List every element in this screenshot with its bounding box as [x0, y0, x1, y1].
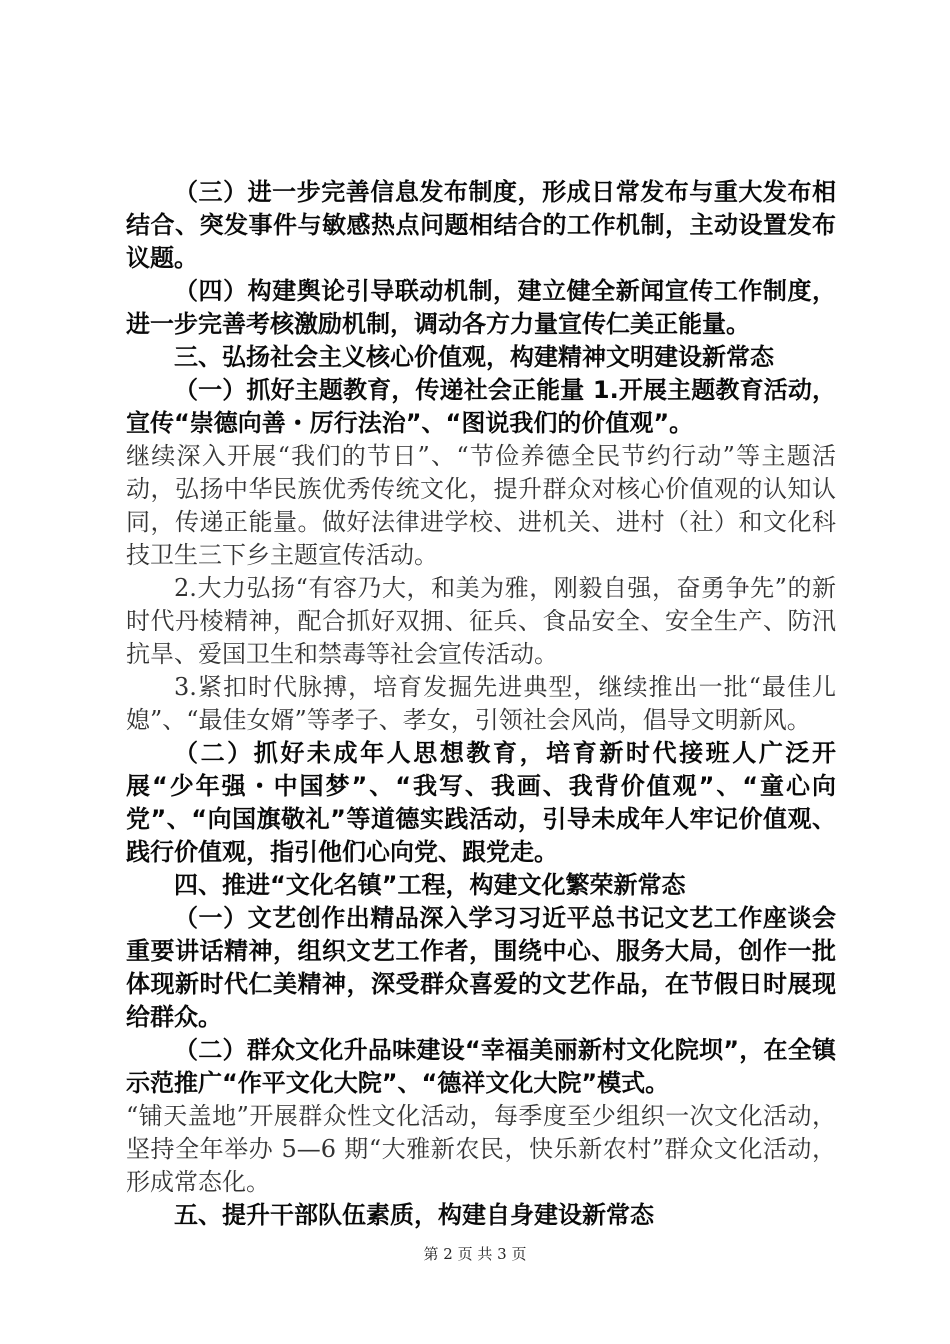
paragraph: （二）群众文化升品味建设“幸福美丽新村文化院坝”，在全镇示范推广“作平文化大院”、“德祥文化大院”模式。	[126, 1036, 836, 1097]
page-footer: 第 2 页 共 3 页	[423, 1245, 527, 1263]
paragraph: （一）文艺创作出精品深入学习习近平总书记文艺工作座谈会重要讲话精神，组织文艺工作者，围绕中心、服务大局，创作一批体现新时代仁美精神，深受群众喜爱的文艺作品，在节假日时展现给群众。	[126, 904, 836, 1031]
paragraph: （三）进一步完善信息发布制度，形成日常发布与重大发布相结合、突发事件与敏感热点问题相结合的工作机制，主动设置发布议题。	[126, 178, 836, 272]
section-heading: 三、弘扬社会主义核心价值观，构建精神文明建设新常态	[174, 343, 774, 371]
document-body	[126, 176, 836, 1232]
section-heading: 五、提升干部队伍素质，构建自身建设新常态	[174, 1201, 654, 1229]
section-heading: 四、推进“文化名镇”工程，构建文化繁荣新常态	[174, 871, 686, 899]
paragraph: （二）抓好未成年人思想教育，培育新时代接班人广泛开展“少年强・中国梦”、“我写、我画、我背价值观”、“童心向党”、“向国旗敬礼”等道德实践活动，引导未成年人牢记价值观、践行价值观，指引他们心向党、跟党走。	[126, 739, 836, 866]
paragraph: （四）构建舆论引导联动机制，建立健全新闻宣传工作制度，进一步完善考核激励机制，调动各方力量宣传仁美正能量。	[126, 277, 836, 338]
paragraph: “铺天盖地”开展群众性文化活动，每季度至少组织一次文化活动，坚持全年举办 5—6 期“大雅新农民，快乐新农村”群众文化活动，形成常态化。	[126, 1102, 836, 1196]
paragraph: （一）抓好主题教育，传递社会正能量 1.开展主题教育活动，宣传“崇德向善・厉行法治”、“图说我们的价值观”。	[126, 376, 836, 437]
paragraph: 继续深入开展“我们的节日”、“节俭养德全民节约行动”等主题活动，弘扬中华民族优秀传统文化，提升群众对核心价值观的认知认同，传递正能量。做好法律进学校、进机关、进村（社）和文化科技卫生三下乡主题宣传活动。	[126, 442, 836, 569]
paragraph: 2.大力弘扬“有容乃大，和美为雅，刚毅自强，奋勇争先”的新时代丹棱精神，配合抓好双拥、征兵、食品安全、安全生产、防汛抗旱、爱国卫生和禁毒等社会宣传活动。	[126, 574, 836, 668]
paragraph: 3.紧扣时代脉搏，培育发掘先进典型，继续推出一批“最佳儿媳”、“最佳女婿”等孝子、孝女，引领社会风尚，倡导文明新风。	[126, 673, 836, 734]
